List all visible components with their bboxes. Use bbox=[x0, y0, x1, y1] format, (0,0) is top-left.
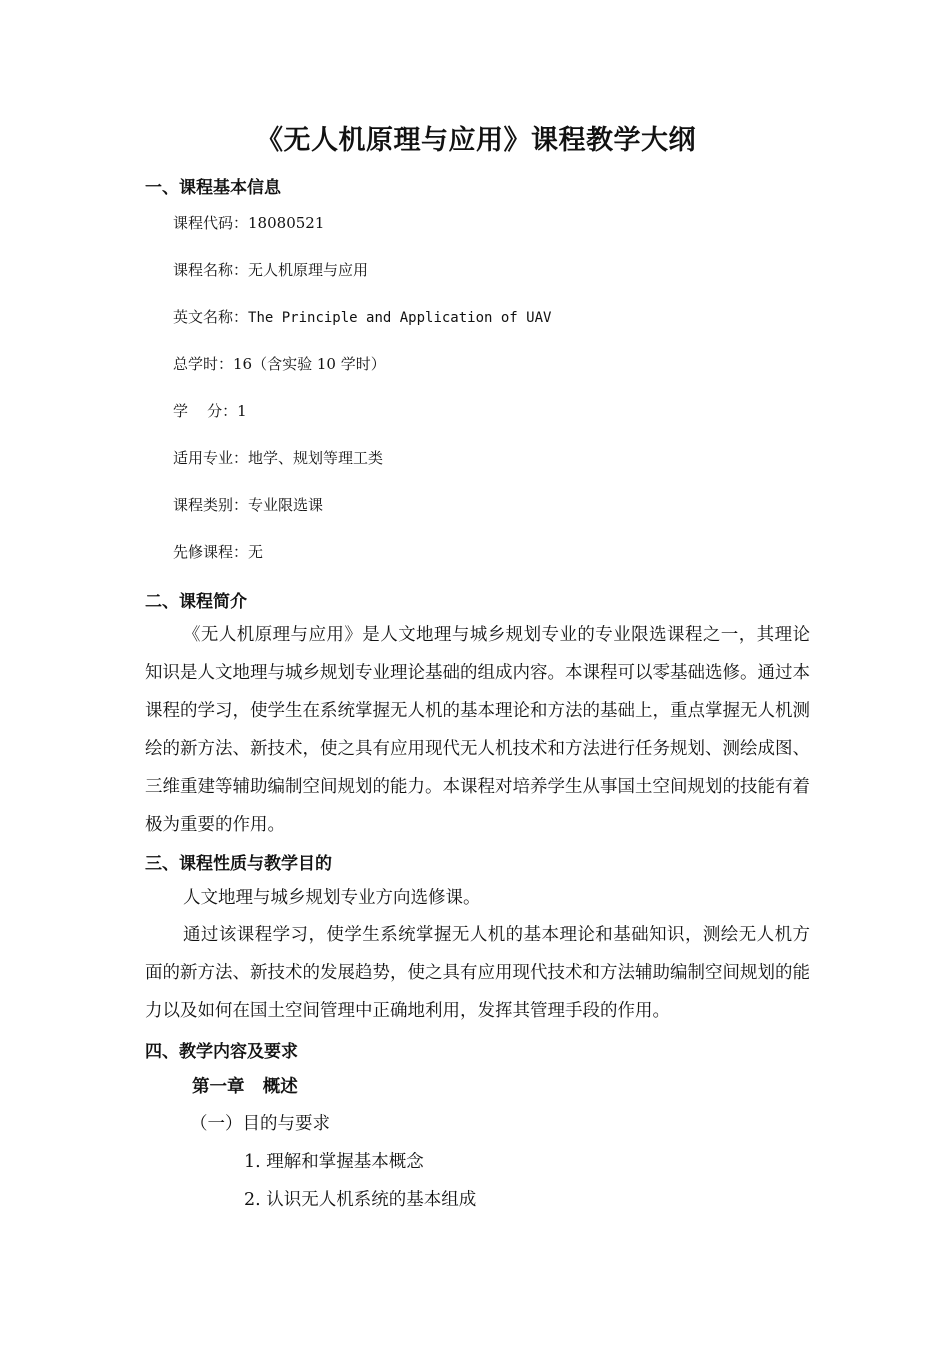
section-heading-intro: 二、课程简介 bbox=[145, 592, 247, 612]
field-label: 学 分： bbox=[173, 402, 238, 420]
field-label: 适用专业： bbox=[173, 449, 249, 467]
field-value: 专业限选课 bbox=[248, 496, 324, 514]
field-course-code bbox=[173, 212, 324, 233]
field-total-hours bbox=[173, 353, 386, 374]
field-label: 课程类别： bbox=[173, 496, 249, 514]
intro-paragraph: 《无人机原理与应用》是人文地理与城乡规划专业的专业限选课程之一，其理论知识是人文地理与城乡规划专业理论基础的组成内容。本课程可以零基础选修。通过本课程的学习，使学生在系统掌握无人机的基本理论和方法的基础上，重点掌握无人机测绘的新方法、新技术，使之具有应用现代无人机技术和方法进行任务规划、测绘成图、三维重建等辅助编制空间规划的能力。本课程对培养学生从事国土空间规划的技能有着极为重要的作用。 bbox=[145, 625, 810, 835]
field-value: 16（含实验 10 学时） bbox=[233, 355, 386, 373]
field-label: 课程代码： bbox=[173, 214, 249, 232]
list-item: 1. 理解和掌握基本概念 bbox=[244, 1152, 424, 1172]
section-heading-nature-purpose: 三、课程性质与教学目的 bbox=[145, 854, 332, 874]
field-value: The Principle and Application of UAV bbox=[248, 310, 552, 326]
document-title: 《无人机原理与应用》课程教学大纲 bbox=[256, 125, 696, 156]
field-prerequisites bbox=[173, 541, 263, 562]
section-heading-content: 四、教学内容及要求 bbox=[145, 1042, 298, 1062]
list-item: 2. 认识无人机系统的基本组成 bbox=[244, 1190, 477, 1210]
field-label: 英文名称： bbox=[173, 308, 249, 326]
field-value: 18080521 bbox=[248, 214, 325, 232]
chapter-title: 第一章 概述 bbox=[192, 1077, 298, 1097]
field-label: 总学时： bbox=[173, 355, 234, 373]
field-course-name bbox=[173, 259, 368, 280]
field-label: 先修课程： bbox=[173, 543, 249, 561]
field-value: 地学、规划等理工类 bbox=[248, 449, 384, 467]
subsection-heading: （一）目的与要求 bbox=[190, 1114, 330, 1134]
field-value: 无 bbox=[248, 543, 264, 561]
field-credits bbox=[173, 400, 247, 421]
course-nature-line: 人文地理与城乡规划专业方向选修课。 bbox=[183, 888, 481, 908]
field-english-name bbox=[173, 306, 551, 327]
field-majors bbox=[173, 447, 383, 468]
purpose-paragraph: 通过该课程学习，使学生系统掌握无人机的基本理论和基础知识，测绘无人机方面的新方法、新技术的发展趋势，使之具有应用现代技术和方法辅助编制空间规划的能力以及如何在国土空间管理中正确地利用，发挥其管理手段的作用。 bbox=[145, 925, 810, 1021]
field-label: 课程名称： bbox=[173, 261, 249, 279]
field-value: 1 bbox=[237, 402, 247, 420]
section-heading-basic-info: 一、课程基本信息 bbox=[145, 178, 281, 198]
field-course-category bbox=[173, 494, 323, 515]
field-value: 无人机原理与应用 bbox=[248, 261, 369, 279]
